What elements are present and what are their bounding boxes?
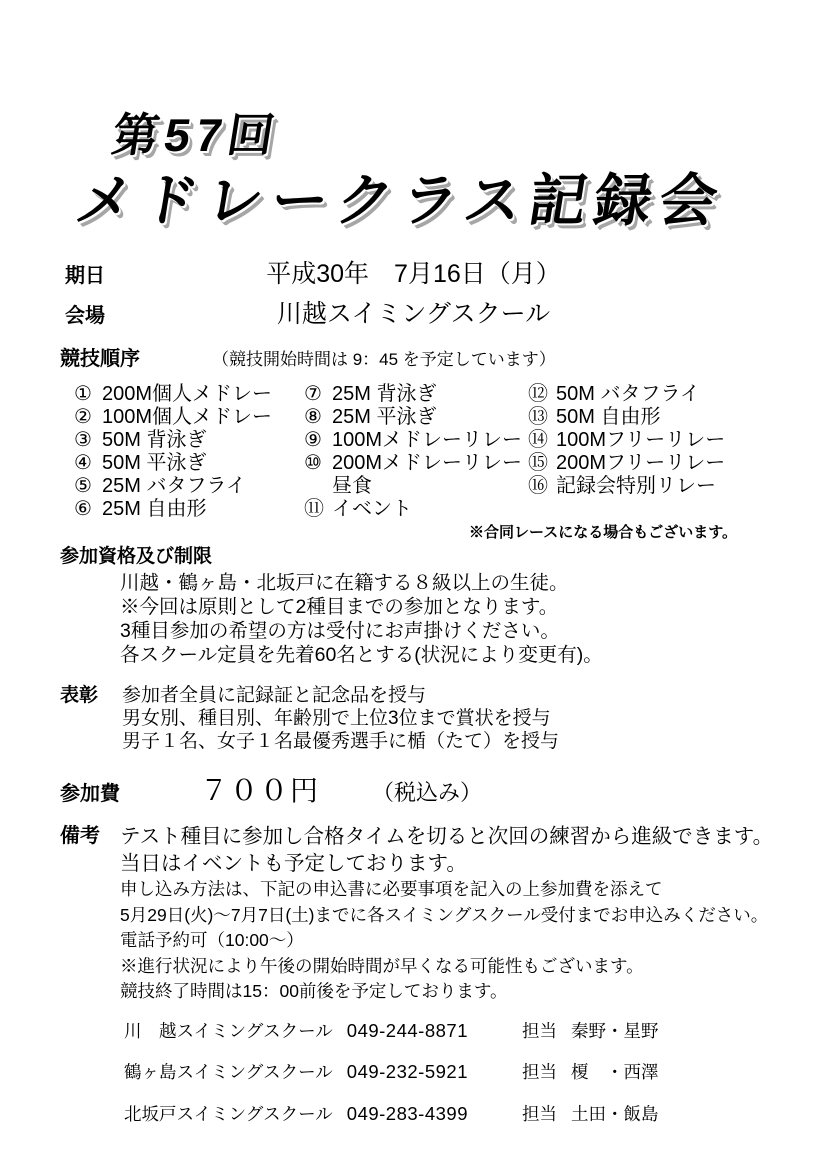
event-number: ⑬ — [528, 406, 548, 428]
contact-phone: 049-232-5921 — [346, 1061, 468, 1082]
contact-staff-label: 担当 — [522, 1062, 557, 1082]
event-text: 記録会特別リレー — [556, 475, 716, 497]
event-text: 50M バタフライ — [556, 383, 700, 405]
event-text: イベント — [332, 498, 412, 520]
event-column-1 — [74, 383, 304, 521]
notes-big-lines — [120, 823, 773, 877]
eligibility-line: 川越・鶴ヶ島・北坂戸に在籍する８級以上の生徒。 — [120, 572, 569, 594]
contact-staff-names: 土田・飯島 — [571, 1103, 659, 1124]
eligibility-line: 各スクール定員を先着60名とする(状況により変更有)。 — [120, 644, 603, 666]
contact-school: 北坂戸スイミングスクール — [124, 1103, 333, 1124]
event-item — [74, 406, 304, 429]
event-number: ⑮ — [528, 452, 548, 474]
contact-row — [124, 1101, 827, 1126]
event-item — [528, 475, 725, 498]
info-block — [0, 254, 827, 334]
notes-label: 備考 — [60, 825, 100, 847]
event-item — [74, 429, 304, 452]
event-number: ⑧ — [304, 406, 322, 428]
notes-line: ※進行状況により午後の開始時間が早くなる可能性もございます。 — [120, 955, 644, 976]
event-list — [0, 383, 827, 521]
event-text: 200M個人メドレー — [102, 383, 273, 405]
awards-lines — [122, 684, 559, 753]
event-number: ③ — [74, 429, 92, 451]
contact-row — [124, 1059, 827, 1084]
event-item — [304, 452, 528, 475]
eligibility-line: 3種目参加の希望の方は受付にお声掛けください。 — [120, 620, 560, 642]
eligibility-section — [0, 545, 827, 667]
eligibility-lines — [60, 571, 827, 667]
contact-school: 川 越スイミングスクール — [124, 1020, 333, 1041]
contact-phone: 049-244-8871 — [346, 1019, 468, 1041]
event-number: ⑨ — [304, 429, 322, 451]
title-block — [71, 0, 827, 240]
event-item — [74, 383, 304, 406]
event-item — [528, 406, 725, 429]
event-text: 25M バタフライ — [102, 475, 246, 497]
fee-amount: ７００円 — [200, 775, 321, 806]
venue-row — [0, 294, 827, 334]
event-text: 25M 背泳ぎ — [332, 383, 437, 405]
event-text: 100M個人メドレー — [102, 406, 273, 428]
event-number: ② — [74, 406, 92, 428]
joint-race-note: ※合同レースになる場合もございます。 — [468, 524, 737, 541]
event-number: ① — [74, 383, 92, 405]
notes-line: 5月29日(火)～7月7日(土)までに各スイミングスクール受付までお申込みください。 — [120, 904, 769, 925]
event-column-3 — [528, 383, 725, 521]
date-value: 平成30年 7月16日（月） — [266, 260, 561, 288]
event-text: 25M 自由形 — [102, 498, 207, 520]
event-number: ⑩ — [304, 452, 322, 474]
awards-line: 参加者全員に記録証と記念品を授与 — [122, 685, 427, 706]
event-number: ⑯ — [528, 475, 548, 497]
event-number: ⑪ — [304, 498, 324, 520]
date-label: 期日 — [65, 265, 105, 287]
event-item — [74, 475, 304, 498]
event-item — [304, 498, 528, 521]
event-item — [528, 429, 725, 452]
event-item — [74, 498, 304, 521]
schedule-start-time-note: （競技開始時間は 9：45 を予定しています） — [212, 350, 556, 369]
event-item — [74, 452, 304, 475]
event-text: 50M 自由形 — [556, 406, 661, 428]
contact-phone: 049-283-4399 — [346, 1102, 468, 1124]
awards-line: 男子１名、女子１名最優秀選手に楯（たて）を授与 — [122, 731, 560, 752]
event-item — [528, 383, 725, 406]
event-item — [304, 406, 528, 429]
event-item — [528, 452, 725, 475]
event-text: 100Mメドレーリレー — [332, 429, 523, 451]
event-number: ④ — [74, 452, 92, 474]
fee-section — [0, 769, 827, 809]
notes-lines — [120, 823, 773, 1005]
fee-tax-note: （税込み） — [372, 780, 483, 805]
event-number: ⑥ — [74, 498, 92, 520]
contact-staff-label: 担当 — [522, 1020, 557, 1041]
notes-small-lines — [120, 877, 773, 1005]
event-text: 100Mフリーリレー — [556, 429, 726, 451]
event-text: 25M 平泳ぎ — [332, 406, 437, 428]
awards-label: 表彰 — [60, 685, 99, 706]
eligibility-line: ※今回は原則として2種目までの参加となります。 — [120, 596, 559, 618]
title-line-2: メドレークラス記録会 — [71, 169, 730, 233]
event-column-2 — [304, 383, 528, 521]
notes-line: 電話予約可（10:00～） — [120, 930, 304, 950]
event-text: 50M 平泳ぎ — [102, 452, 207, 474]
schedule-heading: 競技順序 — [60, 348, 140, 370]
notes-line: テスト種目に参加し合格タイムを切ると次回の練習から進級できます。 — [120, 825, 774, 848]
schedule-heading-row — [0, 342, 827, 371]
event-item — [304, 429, 528, 452]
date-row — [0, 254, 827, 294]
event-text: 50M 背泳ぎ — [102, 429, 207, 451]
awards-line: 男女別、種目別、年齢別で上位3位まで賞状を授与 — [122, 708, 551, 729]
event-number — [304, 475, 332, 498]
fee-label: 参加費 — [60, 783, 120, 805]
contact-school: 鶴ヶ島スイミングスクール — [124, 1062, 333, 1082]
venue-value: 川越スイミングスクール — [276, 300, 551, 328]
event-number: ⑭ — [528, 429, 548, 451]
venue-label: 会場 — [65, 305, 105, 327]
notes-line: 当日はイベントも予定しております。 — [120, 852, 467, 875]
contact-staff-names: 榎 ・西澤 — [571, 1062, 659, 1082]
event-text: 200Mフリーリレー — [556, 452, 726, 474]
notes-line: 競技終了時間は15：00前後を予定しております。 — [120, 981, 508, 1001]
event-text: 昼食 — [332, 475, 372, 497]
event-number: ⑦ — [304, 383, 322, 405]
notes-section — [0, 823, 827, 1005]
awards-section — [0, 684, 827, 753]
event-text: 200Mメドレーリレー — [332, 452, 523, 474]
contact-row — [124, 1018, 827, 1043]
event-number: ⑤ — [74, 475, 92, 497]
contact-list — [0, 1018, 827, 1126]
notes-line: 申し込み方法は、下記の申込書に必要事項を記入の上参加費を添えて — [120, 879, 663, 899]
contact-staff-names: 秦野・星野 — [571, 1020, 659, 1041]
eligibility-heading: 参加資格及び制限 — [60, 546, 213, 567]
event-item-lunch — [304, 475, 528, 498]
event-item — [304, 383, 528, 406]
event-number: ⑫ — [528, 383, 548, 405]
contact-staff-label: 担当 — [522, 1103, 557, 1124]
title-line-1: 第57回 — [108, 109, 284, 161]
